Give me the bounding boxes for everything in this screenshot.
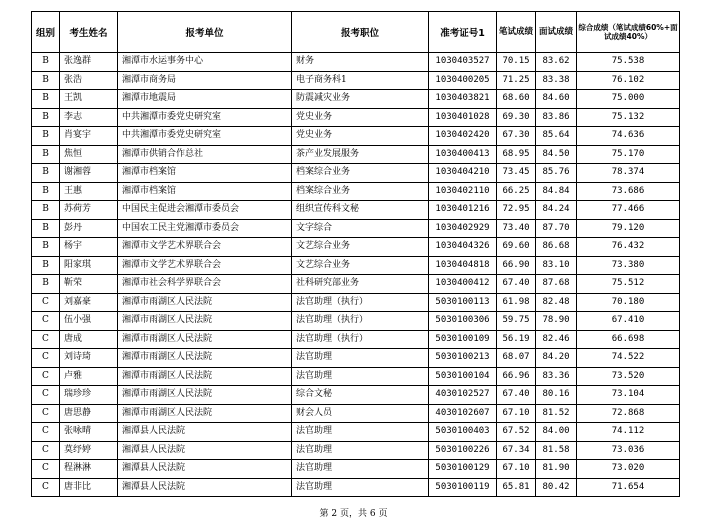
header-row bbox=[32, 12, 680, 53]
cell-group: C bbox=[32, 423, 60, 442]
cell-unit: 湘潭市雨湖区人民法院 bbox=[118, 330, 292, 349]
cell-exam-no: 5030100226 bbox=[429, 441, 497, 460]
cell-written: 67.52 bbox=[497, 423, 536, 442]
cell-group: C bbox=[32, 386, 60, 405]
cell-group: B bbox=[32, 256, 60, 275]
cell-total: 74.636 bbox=[577, 127, 680, 146]
cell-total: 75.170 bbox=[577, 145, 680, 164]
cell-interview: 84.24 bbox=[536, 201, 577, 220]
cell-interview: 85.64 bbox=[536, 127, 577, 146]
cell-group: B bbox=[32, 219, 60, 238]
cell-position: 综合文秘 bbox=[292, 386, 429, 405]
cell-unit: 湘潭市文学艺术界联合会 bbox=[118, 256, 292, 275]
cell-name: 张逸群 bbox=[60, 53, 118, 72]
cell-written: 67.30 bbox=[497, 127, 536, 146]
cell-group: B bbox=[32, 201, 60, 220]
cell-unit: 中国农工民主党湘潭市委员会 bbox=[118, 219, 292, 238]
cell-exam-no: 1030401216 bbox=[429, 201, 497, 220]
cell-exam-no: 1030401028 bbox=[429, 108, 497, 127]
cell-unit: 湘潭市文学艺术界联合会 bbox=[118, 238, 292, 257]
cell-name: 唐成 bbox=[60, 330, 118, 349]
cell-written: 61.98 bbox=[497, 293, 536, 312]
cell-exam-no: 1030403821 bbox=[429, 90, 497, 109]
cell-group: C bbox=[32, 441, 60, 460]
cell-group: B bbox=[32, 182, 60, 201]
header-position: 报考职位 bbox=[292, 12, 429, 53]
cell-name: 王凯 bbox=[60, 90, 118, 109]
cell-name: 肖宴宇 bbox=[60, 127, 118, 146]
cell-total: 71.654 bbox=[577, 478, 680, 497]
cell-total: 75.000 bbox=[577, 90, 680, 109]
cell-written: 68.95 bbox=[497, 145, 536, 164]
cell-name: 唐非比 bbox=[60, 478, 118, 497]
cell-name: 刘诗琦 bbox=[60, 349, 118, 368]
cell-interview: 87.70 bbox=[536, 219, 577, 238]
table-row bbox=[32, 238, 680, 257]
cell-total: 73.104 bbox=[577, 386, 680, 405]
cell-group: C bbox=[32, 404, 60, 423]
cell-group: C bbox=[32, 460, 60, 479]
cell-group: B bbox=[32, 53, 60, 72]
cell-position: 法官助理 bbox=[292, 423, 429, 442]
cell-group: B bbox=[32, 127, 60, 146]
cell-exam-no: 5030100213 bbox=[429, 349, 497, 368]
cell-written: 68.60 bbox=[497, 90, 536, 109]
cell-interview: 83.62 bbox=[536, 53, 577, 72]
table-row bbox=[32, 201, 680, 220]
cell-name: 唐思静 bbox=[60, 404, 118, 423]
cell-name: 王惠 bbox=[60, 182, 118, 201]
cell-exam-no: 5030100403 bbox=[429, 423, 497, 442]
cell-exam-no: 1030402110 bbox=[429, 182, 497, 201]
table-row bbox=[32, 256, 680, 275]
cell-unit: 湘潭县人民法院 bbox=[118, 478, 292, 497]
cell-name: 阳家琪 bbox=[60, 256, 118, 275]
cell-group: C bbox=[32, 293, 60, 312]
cell-exam-no: 4030102527 bbox=[429, 386, 497, 405]
cell-written: 67.34 bbox=[497, 441, 536, 460]
cell-name: 程淋淋 bbox=[60, 460, 118, 479]
cell-position: 档案综合业务 bbox=[292, 164, 429, 183]
cell-interview: 83.10 bbox=[536, 256, 577, 275]
cell-group: C bbox=[32, 478, 60, 497]
cell-name: 伍小强 bbox=[60, 312, 118, 331]
cell-name: 彭丹 bbox=[60, 219, 118, 238]
cell-interview: 81.52 bbox=[536, 404, 577, 423]
cell-written: 66.96 bbox=[497, 367, 536, 386]
cell-written: 72.95 bbox=[497, 201, 536, 220]
cell-exam-no: 1030402929 bbox=[429, 219, 497, 238]
cell-position: 法官助理（执行） bbox=[292, 330, 429, 349]
cell-written: 70.15 bbox=[497, 53, 536, 72]
cell-position: 法官助理 bbox=[292, 478, 429, 497]
cell-interview: 82.48 bbox=[536, 293, 577, 312]
cell-exam-no: 5030100119 bbox=[429, 478, 497, 497]
cell-total: 67.410 bbox=[577, 312, 680, 331]
cell-name: 靳荣 bbox=[60, 275, 118, 294]
cell-group: C bbox=[32, 367, 60, 386]
cell-exam-no: 5030100129 bbox=[429, 460, 497, 479]
cell-total: 74.112 bbox=[577, 423, 680, 442]
cell-group: B bbox=[32, 71, 60, 90]
table-row bbox=[32, 127, 680, 146]
cell-unit: 湘潭县人民法院 bbox=[118, 460, 292, 479]
cell-position: 茶产业发展服务 bbox=[292, 145, 429, 164]
cell-position: 财会人员 bbox=[292, 404, 429, 423]
cell-interview: 87.68 bbox=[536, 275, 577, 294]
cell-total: 70.180 bbox=[577, 293, 680, 312]
table-row bbox=[32, 145, 680, 164]
cell-interview: 84.60 bbox=[536, 90, 577, 109]
cell-position: 党史业务 bbox=[292, 127, 429, 146]
cell-exam-no: 4030102607 bbox=[429, 404, 497, 423]
table-row bbox=[32, 349, 680, 368]
cell-written: 67.10 bbox=[497, 460, 536, 479]
cell-interview: 84.50 bbox=[536, 145, 577, 164]
cell-written: 66.25 bbox=[497, 182, 536, 201]
cell-group: B bbox=[32, 275, 60, 294]
table-row bbox=[32, 90, 680, 109]
cell-group: B bbox=[32, 238, 60, 257]
cell-interview: 86.68 bbox=[536, 238, 577, 257]
cell-exam-no: 5030100104 bbox=[429, 367, 497, 386]
cell-unit: 湘潭市雨湖区人民法院 bbox=[118, 367, 292, 386]
cell-group: B bbox=[32, 90, 60, 109]
cell-written: 73.45 bbox=[497, 164, 536, 183]
cell-name: 李志 bbox=[60, 108, 118, 127]
cell-interview: 84.84 bbox=[536, 182, 577, 201]
cell-total: 73.686 bbox=[577, 182, 680, 201]
cell-unit: 湘潭市雨湖区人民法院 bbox=[118, 349, 292, 368]
cell-written: 73.40 bbox=[497, 219, 536, 238]
cell-written: 66.90 bbox=[497, 256, 536, 275]
cell-position: 法官助理 bbox=[292, 460, 429, 479]
cell-interview: 82.46 bbox=[536, 330, 577, 349]
cell-position: 组织宣传科文秘 bbox=[292, 201, 429, 220]
cell-exam-no: 1030400205 bbox=[429, 71, 497, 90]
cell-position: 文艺综合业务 bbox=[292, 256, 429, 275]
cell-total: 66.698 bbox=[577, 330, 680, 349]
table-row bbox=[32, 367, 680, 386]
table-row bbox=[32, 404, 680, 423]
cell-exam-no: 1030400413 bbox=[429, 145, 497, 164]
cell-position: 财务 bbox=[292, 53, 429, 72]
cell-exam-no: 1030403527 bbox=[429, 53, 497, 72]
cell-exam-no: 1030404210 bbox=[429, 164, 497, 183]
cell-unit: 湘潭市社会科学界联合会 bbox=[118, 275, 292, 294]
cell-interview: 83.86 bbox=[536, 108, 577, 127]
cell-exam-no: 5030100113 bbox=[429, 293, 497, 312]
cell-interview: 84.20 bbox=[536, 349, 577, 368]
table-row bbox=[32, 108, 680, 127]
cell-unit: 湘潭市雨湖区人民法院 bbox=[118, 386, 292, 405]
table-row bbox=[32, 441, 680, 460]
cell-interview: 85.76 bbox=[536, 164, 577, 183]
cell-position: 电子商务科1 bbox=[292, 71, 429, 90]
cell-position: 法官助理 bbox=[292, 441, 429, 460]
cell-position: 党史业务 bbox=[292, 108, 429, 127]
cell-written: 59.75 bbox=[497, 312, 536, 331]
table-body bbox=[32, 53, 680, 497]
cell-interview: 80.16 bbox=[536, 386, 577, 405]
cell-name: 卢雅 bbox=[60, 367, 118, 386]
header-total-score: 综合成绩（笔试成绩60%+面试成绩40%） bbox=[577, 12, 680, 53]
cell-unit: 中国民主促进会湘潭市委员会 bbox=[118, 201, 292, 220]
cell-position: 档案综合业务 bbox=[292, 182, 429, 201]
cell-exam-no: 1030404326 bbox=[429, 238, 497, 257]
cell-written: 67.10 bbox=[497, 404, 536, 423]
table-row bbox=[32, 312, 680, 331]
cell-total: 78.374 bbox=[577, 164, 680, 183]
cell-unit: 湘潭县人民法院 bbox=[118, 423, 292, 442]
cell-unit: 湘潭市商务局 bbox=[118, 71, 292, 90]
cell-exam-no: 1030400412 bbox=[429, 275, 497, 294]
table-row bbox=[32, 386, 680, 405]
cell-group: B bbox=[32, 164, 60, 183]
cell-total: 77.466 bbox=[577, 201, 680, 220]
header-unit: 报考单位 bbox=[118, 12, 292, 53]
cell-name: 刘嘉豪 bbox=[60, 293, 118, 312]
cell-unit: 湘潭市雨湖区人民法院 bbox=[118, 404, 292, 423]
table-row bbox=[32, 460, 680, 479]
cell-unit: 湘潭市水运事务中心 bbox=[118, 53, 292, 72]
cell-unit: 中共湘潭市委党史研究室 bbox=[118, 127, 292, 146]
cell-position: 法官助理（执行） bbox=[292, 293, 429, 312]
cell-exam-no: 1030402420 bbox=[429, 127, 497, 146]
cell-written: 67.40 bbox=[497, 386, 536, 405]
cell-exam-no: 1030404818 bbox=[429, 256, 497, 275]
cell-name: 苏荷芳 bbox=[60, 201, 118, 220]
table-row bbox=[32, 275, 680, 294]
table-row bbox=[32, 478, 680, 497]
cell-written: 69.60 bbox=[497, 238, 536, 257]
cell-total: 76.102 bbox=[577, 71, 680, 90]
cell-position: 法官助理 bbox=[292, 367, 429, 386]
cell-unit: 湘潭市供销合作总社 bbox=[118, 145, 292, 164]
cell-unit: 湘潭县人民法院 bbox=[118, 441, 292, 460]
cell-group: C bbox=[32, 312, 60, 331]
table-row bbox=[32, 330, 680, 349]
cell-position: 法官助理（执行） bbox=[292, 312, 429, 331]
cell-interview: 83.36 bbox=[536, 367, 577, 386]
cell-name: 瑞珍珍 bbox=[60, 386, 118, 405]
cell-written: 65.81 bbox=[497, 478, 536, 497]
cell-name: 焦恒 bbox=[60, 145, 118, 164]
cell-interview: 83.38 bbox=[536, 71, 577, 90]
cell-interview: 81.90 bbox=[536, 460, 577, 479]
table-row bbox=[32, 182, 680, 201]
table-row bbox=[32, 219, 680, 238]
cell-unit: 湘潭市雨湖区人民法院 bbox=[118, 293, 292, 312]
cell-name: 谢湘蓉 bbox=[60, 164, 118, 183]
cell-interview: 81.58 bbox=[536, 441, 577, 460]
table-row bbox=[32, 71, 680, 90]
cell-group: B bbox=[32, 145, 60, 164]
cell-interview: 84.00 bbox=[536, 423, 577, 442]
cell-total: 73.020 bbox=[577, 460, 680, 479]
cell-group: C bbox=[32, 330, 60, 349]
cell-total: 73.380 bbox=[577, 256, 680, 275]
table-row bbox=[32, 53, 680, 72]
table-row bbox=[32, 164, 680, 183]
cell-position: 法官助理 bbox=[292, 349, 429, 368]
results-table bbox=[31, 11, 680, 497]
cell-exam-no: 5030100109 bbox=[429, 330, 497, 349]
cell-unit: 中共湘潭市委党史研究室 bbox=[118, 108, 292, 127]
cell-unit: 湘潭市地震局 bbox=[118, 90, 292, 109]
cell-total: 79.120 bbox=[577, 219, 680, 238]
cell-exam-no: 5030100306 bbox=[429, 312, 497, 331]
cell-unit: 湘潭市档案馆 bbox=[118, 182, 292, 201]
header-name: 考生姓名 bbox=[60, 12, 118, 53]
cell-group: C bbox=[32, 349, 60, 368]
cell-position: 社科研究部业务 bbox=[292, 275, 429, 294]
cell-total: 76.432 bbox=[577, 238, 680, 257]
cell-total: 73.520 bbox=[577, 367, 680, 386]
cell-written: 69.30 bbox=[497, 108, 536, 127]
header-exam-no: 准考证号1 bbox=[429, 12, 497, 53]
cell-total: 72.868 bbox=[577, 404, 680, 423]
table-row bbox=[32, 423, 680, 442]
cell-unit: 湘潭市雨湖区人民法院 bbox=[118, 312, 292, 331]
table-row bbox=[32, 293, 680, 312]
cell-unit: 湘潭市档案馆 bbox=[118, 164, 292, 183]
cell-name: 张浩 bbox=[60, 71, 118, 90]
cell-total: 75.538 bbox=[577, 53, 680, 72]
page-footer: 第 2 页，共 6 页 bbox=[319, 509, 388, 519]
cell-written: 71.25 bbox=[497, 71, 536, 90]
cell-written: 67.40 bbox=[497, 275, 536, 294]
cell-position: 防震减灾业务 bbox=[292, 90, 429, 109]
cell-name: 杨宇 bbox=[60, 238, 118, 257]
header-group: 组别 bbox=[32, 12, 60, 53]
cell-name: 张咏晴 bbox=[60, 423, 118, 442]
cell-group: B bbox=[32, 108, 60, 127]
cell-position: 文艺综合业务 bbox=[292, 238, 429, 257]
cell-written: 56.19 bbox=[497, 330, 536, 349]
cell-name: 莫纾婷 bbox=[60, 441, 118, 460]
cell-interview: 80.42 bbox=[536, 478, 577, 497]
header-interview-score: 面试成绩 bbox=[536, 12, 577, 53]
cell-total: 75.512 bbox=[577, 275, 680, 294]
header-written-score: 笔试成绩 bbox=[497, 12, 536, 53]
cell-written: 68.07 bbox=[497, 349, 536, 368]
cell-position: 文字综合 bbox=[292, 219, 429, 238]
cell-total: 73.036 bbox=[577, 441, 680, 460]
cell-interview: 78.90 bbox=[536, 312, 577, 331]
cell-total: 75.132 bbox=[577, 108, 680, 127]
cell-total: 74.522 bbox=[577, 349, 680, 368]
